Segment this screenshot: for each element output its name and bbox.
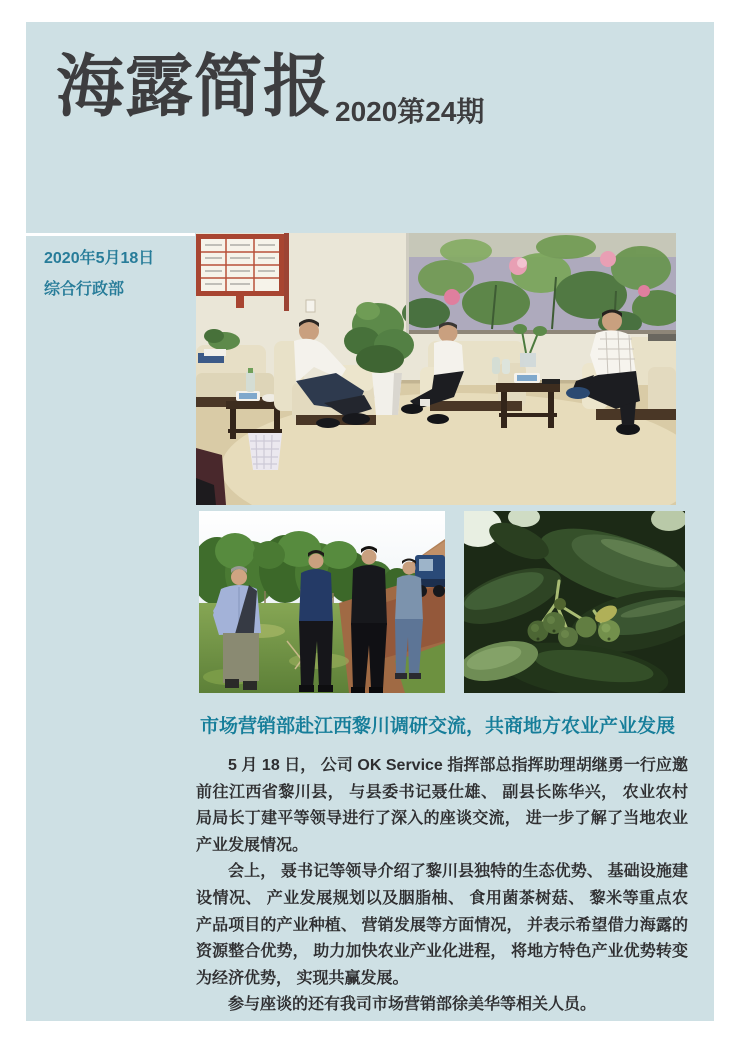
fruit-illustration (464, 511, 685, 693)
orchard-illustration (199, 511, 445, 693)
article-paragraph: 参与座谈的还有我司市场营销部徐美华等相关人员。 (228, 996, 597, 1014)
article-paragraph: 5 月 18 日， 公司 OK Service 指挥部总指挥助理胡继勇一行应邀前往江西省黎川县， 与县委书记聂仕雄、 副县长陈华兴， 农业农村局局长丁建平等领导进行了深入的座谈交流， 进一步了解了当地农业产业发展情况。 (196, 757, 688, 854)
issue-number: 2020第24期 (335, 96, 485, 127)
publish-date: 2020年5月18日 (44, 250, 155, 267)
page-title: 海露简报 (56, 49, 333, 125)
article-headline: 市场营销部赴江西黎川调研交流，共商地方农业产业发展 (200, 716, 676, 737)
meeting-room-illustration (196, 233, 676, 505)
photo-orchard-visit (199, 511, 445, 693)
bulletin-panel (26, 22, 714, 1021)
photo-pomelo-fruit (464, 511, 685, 693)
sidebar-divider-line (26, 233, 195, 236)
photo-meeting-room (196, 233, 676, 505)
department-name: 综合行政部 (44, 281, 125, 298)
article-body (196, 753, 688, 1019)
article-paragraph: 会上， 聂书记等领导介绍了黎川县独特的生态优势、 基础设施建设情况、 产业发展规划以及胭脂柚、 食用菌茶树菇、 黎米等重点农产品项目的产业种植、 营销发展等方面情况， 并表示希望借力海露的资源整合优势， 助力加快农业产业化进程， 将地方特色产业优势转变为经济优势， 实现共赢发展。 (196, 863, 688, 987)
